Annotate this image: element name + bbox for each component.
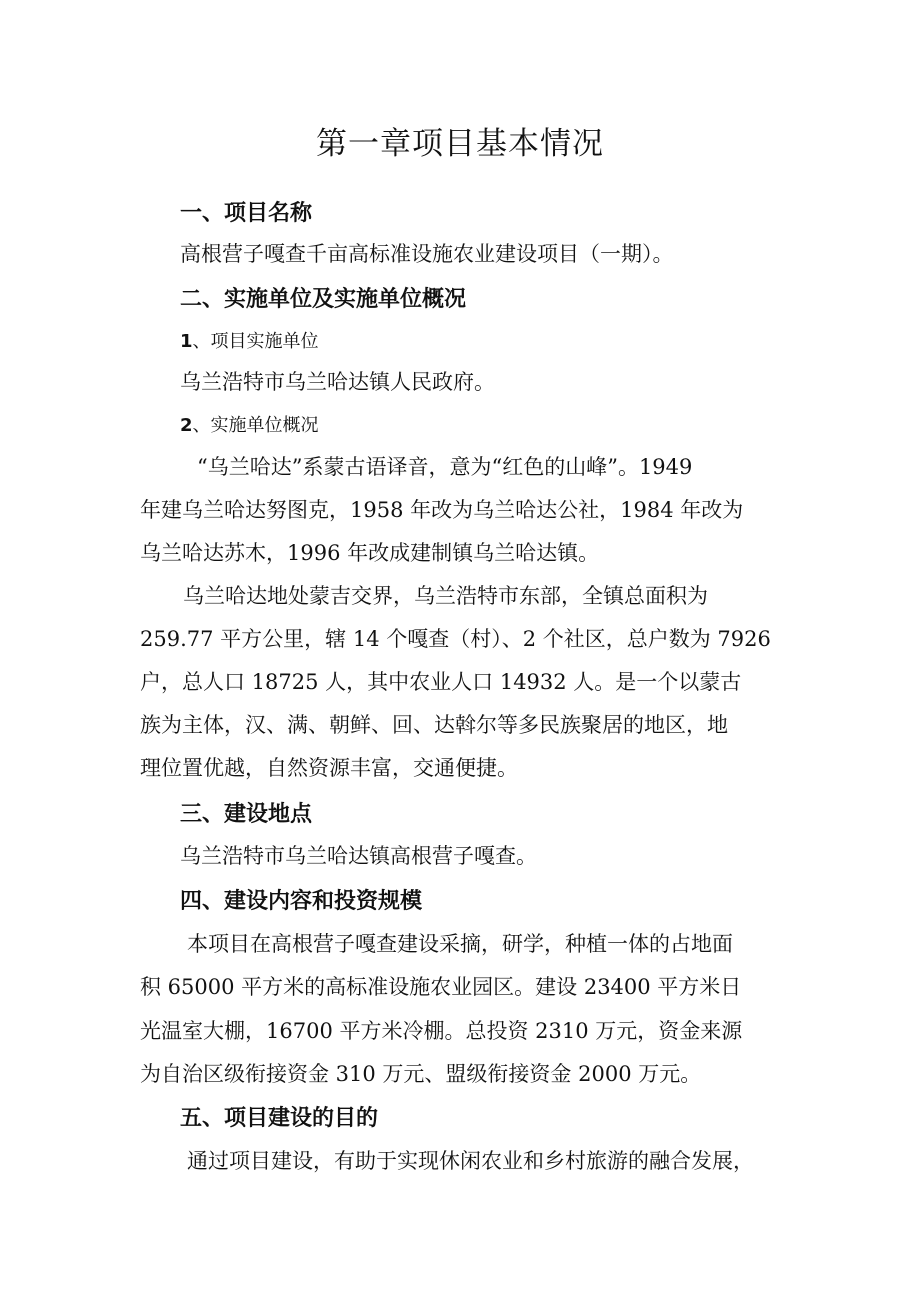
- paragraph-line: 通过项目建设，有助于实现休闲农业和乡村旅游的融合发展，: [187, 1149, 754, 1173]
- paragraph-line: 积 65000 平方米的高标准设施农业园区。建设 23400 平方米日: [140, 975, 742, 999]
- paragraph-line: 户，总人口 18725 人，其中农业人口 14932 人。是一个以蒙古: [140, 670, 742, 694]
- paragraph-line: 理位置优越，自然资源丰富，交通便捷。: [140, 756, 518, 780]
- section-2-heading: 二、实施单位及实施单位概况: [180, 287, 467, 312]
- section-5-heading: 五、项目建设的目的: [180, 1106, 379, 1131]
- subsection-1-number: 1: [180, 331, 193, 352]
- paragraph-line: 光温室大棚，16700 平方米冷棚。总投资 2310 万元，资金来源: [140, 1019, 743, 1043]
- paragraph-line: 乌兰哈达苏木，1996 年改成建制镇乌兰哈达镇。: [140, 541, 600, 565]
- section-3-heading: 三、建设地点: [180, 802, 313, 827]
- subsection-2-heading: [180, 411, 319, 437]
- location-text: 乌兰浩特市乌兰哈达镇高根营子嘎查。: [180, 844, 537, 868]
- project-name-text: 高根营子嘎查千亩高标准设施农业建设项目（一期）。: [180, 242, 674, 266]
- chapter-title: 第一章项目基本情况: [316, 126, 604, 162]
- paragraph-line: 259.77 平方公里，辖 14 个嘎查（村）、2 个社区，总户数为 7926: [140, 627, 771, 651]
- paragraph-line: 年建乌兰哈达努图克，1958 年改为乌兰哈达公社，1984 年改为: [140, 498, 744, 522]
- section-4-heading: 四、建设内容和投资规模: [180, 889, 423, 914]
- paragraph-line: 本项目在高根营子嘎查建设采摘，研学，种植一体的占地面: [187, 932, 733, 956]
- subsection-1-heading: [180, 327, 319, 353]
- paragraph-line: 为自治区级衔接资金 310 万元、盟级衔接资金 2000 万元。: [140, 1062, 702, 1086]
- subsection-2-number: 2: [180, 415, 193, 436]
- subsection-1-label: 、项目实施单位: [192, 331, 319, 352]
- paragraph-line: 族为主体，汉、满、朝鲜、回、达斡尔等多民族聚居的地区，地: [140, 713, 728, 737]
- section-1-heading: 一、项目名称: [180, 201, 313, 226]
- subsection-2-label: 、实施单位概况: [192, 415, 319, 436]
- implementing-unit-text: 乌兰浩特市乌兰哈达镇人民政府。: [180, 370, 495, 394]
- paragraph-line: 乌兰哈达地处蒙吉交界，乌兰浩特市东部，全镇总面积为: [183, 584, 708, 608]
- paragraph-line: “乌兰哈达”系蒙古语译音，意为“红色的山峰”。1949: [197, 455, 693, 479]
